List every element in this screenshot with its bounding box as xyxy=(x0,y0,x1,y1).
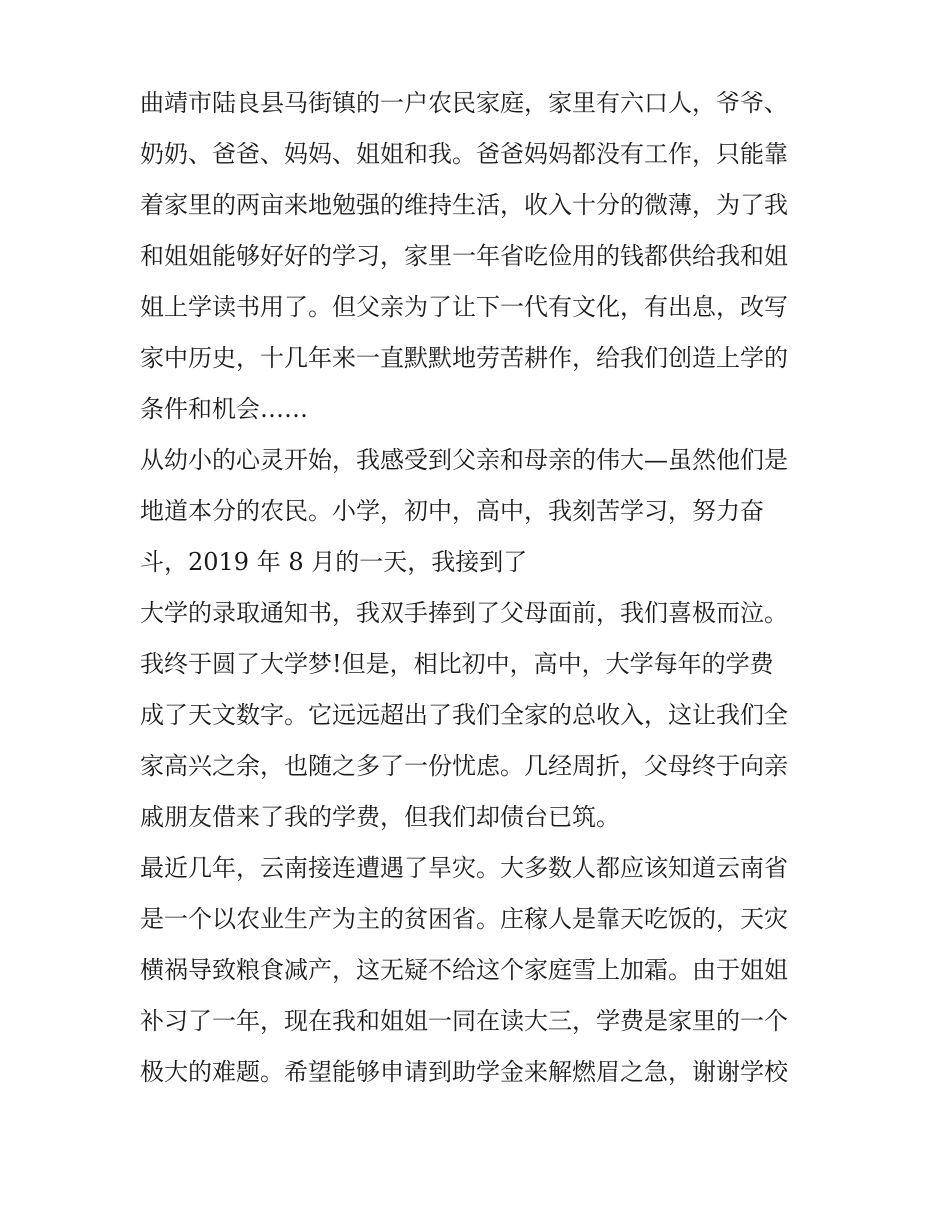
text-line: 成了天文数字。它远远超出了我们全家的总收入，这让我们全 xyxy=(140,701,788,729)
text-line: 家中历史，十几年来一直默默地劳苦耕作，给我们创造上学的 xyxy=(140,344,788,372)
text-line: 是一个以农业生产为主的贫困省。庄稼人是靠天吃饭的，天灾 xyxy=(140,905,788,933)
text-line: 曲靖市陆良县马街镇的一户农民家庭，家里有六口人，爷爷、 xyxy=(140,89,788,117)
text-line: 家高兴之余，也随之多了一份忧虑。几经周折，父母终于向亲 xyxy=(140,752,788,780)
text-line: 大学的录取通知书，我双手捧到了父母面前，我们喜极而泣。 xyxy=(140,599,788,627)
text-line: 我终于圆了大学梦!但是，相比初中，高中，大学每年的学费 xyxy=(140,650,774,678)
text-line: 地道本分的农民。小学，初中，高中，我刻苦学习，努力奋 xyxy=(140,497,764,525)
text-line: 条件和机会…… xyxy=(140,395,308,423)
text-line: 奶奶、爸爸、妈妈、姐姐和我。爸爸妈妈都没有工作，只能靠 xyxy=(140,140,788,168)
text-line: 从幼小的心灵开始，我感受到父亲和母亲的伟大—虽然他们是 xyxy=(140,446,788,474)
text-line: 戚朋友借来了我的学费，但我们却债台已筑。 xyxy=(140,803,620,831)
body-text xyxy=(140,78,820,1098)
text-line: 斗，2019 年 8 月的一天，我接到了 xyxy=(140,548,528,576)
text-line: 和姐姐能够好好的学习，家里一年省吃俭用的钱都供给我和姐 xyxy=(140,242,788,270)
text-line: 姐上学读书用了。但父亲为了让下一代有文化，有出息，改写 xyxy=(140,293,788,321)
text-line: 横祸导致粮食减产，这无疑不给这个家庭雪上加霜。由于姐姐 xyxy=(140,956,788,984)
text-line: 最近几年，云南接连遭遇了旱灾。大多数人都应该知道云南省 xyxy=(140,854,788,882)
text-line: 补习了一年，现在我和姐姐一同在读大三，学费是家里的一个 xyxy=(140,1007,788,1035)
text-line: 极大的难题。希望能够申请到助学金来解燃眉之急，谢谢学校 xyxy=(140,1058,788,1086)
text-line: 着家里的两亩来地勉强的维持生活，收入十分的微薄，为了我 xyxy=(140,191,788,219)
